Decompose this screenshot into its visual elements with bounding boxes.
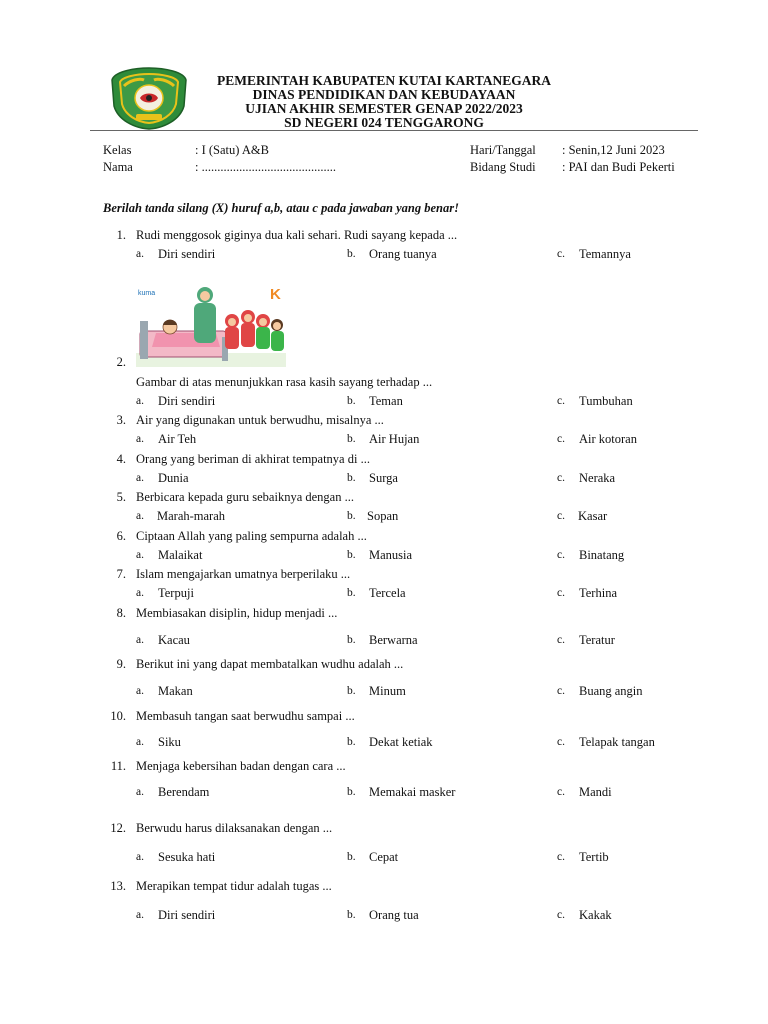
option-letter-b: b. — [347, 909, 356, 921]
option-letter-a: a. — [136, 851, 144, 863]
option-c[interactable]: Telapak tangan — [579, 735, 655, 749]
option-letter-a: a. — [136, 472, 144, 484]
option-b[interactable]: Orang tua — [369, 908, 419, 922]
header-line-exam: UJIAN AKHIR SEMESTER GENAP 2022/2023 — [245, 101, 523, 116]
option-c[interactable]: Kasar — [578, 509, 608, 523]
option-letter-c: c. — [557, 851, 565, 863]
option-a[interactable]: Malaikat — [158, 548, 203, 562]
option-a[interactable]: Makan — [158, 684, 193, 698]
question-text: Menjaga kebersihan badan dengan cara ... — [136, 759, 346, 773]
option-letter-a: a. — [136, 786, 144, 798]
option-letter-a: a. — [136, 248, 144, 260]
option-a[interactable]: Diri sendiri — [158, 908, 216, 922]
option-letter-a: a. — [136, 395, 144, 407]
nama-value: : ........................................... — [195, 160, 336, 174]
option-letter-b: b. — [347, 395, 356, 407]
question-number: 8. — [116, 606, 126, 620]
option-letter-c: c. — [557, 472, 565, 484]
option-letter-a: a. — [136, 587, 144, 599]
question-text: Air yang digunakan untuk berwudhu, misalnya ... — [136, 413, 384, 427]
header-divider — [90, 130, 698, 131]
question-number: 1. — [116, 228, 126, 242]
option-b[interactable]: Manusia — [369, 548, 413, 562]
kelas-label: Kelas — [103, 143, 132, 157]
instruction: Berilah tanda silang (X) huruf a,b, atau c pada jawaban yang benar! — [103, 201, 459, 215]
question-number: 13. — [110, 879, 126, 893]
question-number: 11. — [110, 759, 126, 773]
option-letter-b: b. — [347, 634, 356, 646]
option-a[interactable]: Siku — [158, 735, 181, 749]
hari-label: Hari/Tanggal — [470, 143, 536, 157]
option-b[interactable]: Cepat — [369, 850, 399, 864]
option-c[interactable]: Terhina — [579, 586, 617, 600]
option-letter-b: b. — [347, 472, 356, 484]
option-letter-a: a. — [136, 909, 144, 921]
question-text: Ciptaan Allah yang paling sempurna adalah ... — [136, 529, 367, 543]
header-line-school: SD NEGERI 024 TENGGARONG — [284, 115, 484, 130]
illustration-brand-label: kuma — [138, 290, 156, 297]
question-text: Berikut ini yang dapat membatalkan wudhu adalah ... — [136, 657, 404, 671]
option-c[interactable]: Air kotoran — [579, 432, 637, 446]
option-b[interactable]: Sopan — [367, 509, 399, 523]
question-text: Gambar di atas menunjukkan rasa kasih sayang terhadap ... — [136, 375, 433, 389]
sick-visit-illustration — [136, 281, 286, 367]
option-c[interactable]: Neraka — [579, 471, 616, 485]
question-number: 10. — [110, 709, 126, 723]
option-letter-a: a. — [136, 433, 144, 445]
option-c[interactable]: Tumbuhan — [579, 394, 633, 408]
option-a[interactable]: Air Teh — [158, 432, 197, 446]
option-a[interactable]: Diri sendiri — [158, 247, 216, 261]
option-c[interactable]: Buang angin — [579, 684, 643, 698]
option-letter-a: a. — [136, 510, 144, 522]
option-letter-c: c. — [557, 395, 565, 407]
option-letter-a: a. — [136, 736, 144, 748]
option-letter-a: a. — [136, 685, 144, 697]
option-letter-c: c. — [557, 786, 565, 798]
option-b[interactable]: Minum — [369, 684, 406, 698]
option-letter-b: b. — [347, 587, 356, 599]
question-text: Islam mengajarkan umatnya berperilaku ... — [136, 567, 351, 581]
option-c[interactable]: Teratur — [579, 633, 615, 647]
bidang-label: Bidang Studi — [470, 160, 536, 174]
option-b[interactable]: Air Hujan — [369, 432, 420, 446]
option-letter-c: c. — [557, 909, 565, 921]
question-text: Membasuh tangan saat berwudhu sampai ... — [136, 709, 355, 723]
option-c[interactable]: Binatang — [579, 548, 625, 562]
option-letter-c: c. — [557, 433, 565, 445]
question-text: Orang yang beriman di akhirat tempatnya di ... — [136, 452, 370, 466]
option-a[interactable]: Diri sendiri — [158, 394, 216, 408]
question-text: Merapikan tempat tidur adalah tugas ... — [136, 879, 332, 893]
option-b[interactable]: Dekat ketiak — [369, 735, 433, 749]
header-line-government: PEMERINTAH KABUPATEN KUTAI KARTANEGARA — [217, 73, 551, 88]
bidang-value: : PAI dan Budi Pekerti — [562, 160, 675, 174]
option-b[interactable]: Tercela — [369, 586, 406, 600]
question-number: 6. — [116, 529, 126, 543]
option-letter-c: c. — [557, 510, 565, 522]
option-letter-b: b. — [347, 685, 356, 697]
option-a[interactable]: Marah-marah — [157, 509, 226, 523]
option-a[interactable]: Sesuka hati — [158, 850, 216, 864]
option-letter-c: c. — [557, 685, 565, 697]
option-b[interactable]: Memakai masker — [369, 785, 456, 799]
option-letter-b: b. — [347, 433, 356, 445]
question-number: 5. — [116, 490, 126, 504]
option-letter-c: c. — [557, 587, 565, 599]
question-number: 3. — [116, 413, 126, 427]
question-number: 2. — [116, 355, 126, 369]
option-c[interactable]: Temannya — [579, 247, 631, 261]
question-text: Berwudu harus dilaksanakan dengan ... — [136, 821, 333, 835]
header-line-department: DINAS PENDIDIKAN DAN KEBUDAYAAN — [252, 87, 516, 102]
option-letter-c: c. — [557, 634, 565, 646]
option-letter-c: c. — [557, 736, 565, 748]
option-letter-b: b. — [347, 736, 356, 748]
option-b[interactable]: Teman — [369, 394, 403, 408]
hari-value: : Senin,12 Juni 2023 — [562, 143, 665, 157]
option-letter-a: a. — [136, 549, 144, 561]
option-c[interactable]: Kakak — [579, 908, 612, 922]
option-letter-c: c. — [557, 248, 565, 260]
option-letter-a: a. — [136, 634, 144, 646]
option-letter-b: b. — [347, 510, 356, 522]
option-c[interactable]: Tertib — [579, 850, 609, 864]
kelas-value: : I (Satu) A&B — [195, 143, 269, 157]
option-a[interactable]: Dunia — [158, 471, 189, 485]
option-letter-c: c. — [557, 549, 565, 561]
question-text: Membiasakan disiplin, hidup menjadi ... — [136, 606, 338, 620]
option-a[interactable]: Kacau — [158, 633, 190, 647]
option-letter-b: b. — [347, 851, 356, 863]
option-b[interactable]: Surga — [369, 471, 398, 485]
option-b[interactable]: Berwarna — [369, 633, 418, 647]
option-b[interactable]: Orang tuanya — [369, 247, 437, 261]
option-letter-b: b. — [347, 786, 356, 798]
option-letter-b: b. — [347, 248, 356, 260]
question-number: 12. — [110, 821, 126, 835]
question-number: 7. — [116, 567, 126, 581]
option-c[interactable]: Mandi — [579, 785, 612, 799]
question-text: Berbicara kepada guru sebaiknya dengan ... — [136, 490, 354, 504]
question-number: 4. — [116, 452, 126, 466]
option-a[interactable]: Terpuji — [158, 586, 194, 600]
option-a[interactable]: Berendam — [158, 785, 210, 799]
illustration-letter-label: K — [270, 286, 281, 303]
question-text: Rudi menggosok giginya dua kali sehari. Rudi sayang kepada ... — [136, 228, 458, 242]
question-number: 9. — [116, 657, 126, 671]
nama-label: Nama — [103, 160, 133, 174]
option-letter-b: b. — [347, 549, 356, 561]
